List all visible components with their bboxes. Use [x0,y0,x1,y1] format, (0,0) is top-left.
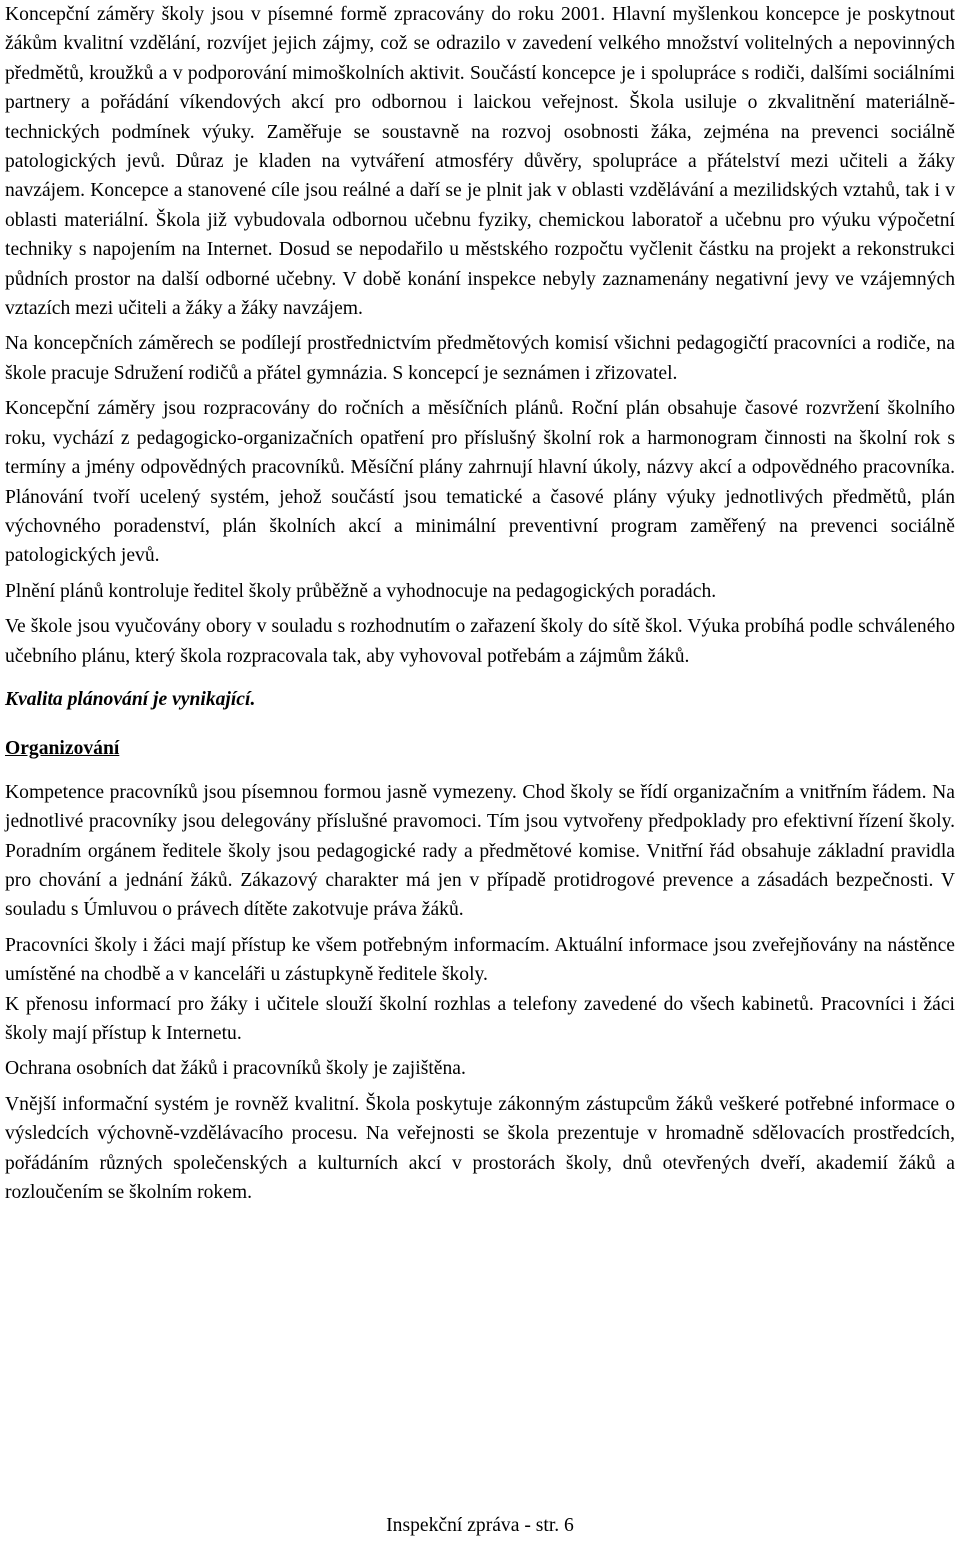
paragraph-kompetence: Kompetence pracovníků jsou písemnou formou jasně vymezeny. Chod školy se řídí organizačním a vnitřním řádem. Na jednotlivé pracovníky jsou delegovány příslušné pravomoci. Tím jsou vytvořeny předpoklady pro efektivní řízení školy. Poradním orgánem ředitele školy jsou pedagogické rady a předmětové komise. Vnitřní řád obsahuje základní pravidla pro chování a jednání žáků. Zákazový charakter má jen v případě protidrogové prevence a zásadách bezpečnosti. V souladu s Úmluvou o právech dítěte zakotvuje práva žáků. [5,781,955,921]
paragraph-vnejsi-informacni-system: Vnější informační systém je rovněž kvalitní. Škola poskytuje zákonným zástupcům žáků veškeré potřebné informace o výsledcích výchovně-vzdělávacího procesu. Na veřejnosti se škola prezentuje v hromadně sdělovacích prostředcích, pořádáním různých společenských a kulturních akcí v prostorách školy, dnů otevřených dveří, akademií žáků a rozloučením se školním rokem. [5,1093,955,1204]
paragraph-informace: Pracovníci školy i žáci mají přístup ke všem potřebným informacím. Aktuální informace jsou zveřejňovány na nástěnce umístěné na chodbě a v kanceláři u zástupkyně ředitele školy. [5,934,955,986]
paragraph-kontrola-planu: Plnění plánů kontroluje ředitel školy průběžně a vyhodnocuje na pedagogických poradách. [5,580,717,602]
paragraph-koncepce: Koncepční záměry školy jsou v písemné formě zpracovány do roku 2001. Hlavní myšlenkou koncepce je poskytnout žákům kvalitní vzdělání, rozvíjet jejich zájmy, což se odrazilo v zavedení velkého množství volitelných a nepovinných předmětů, kroužků a v podporování mimoškolních aktivit. Součástí koncepce je i spolupráce s rodiči, dalšími sociálními partnery a pořádání víkendových akcí pro odbornou i laickou veřejnost. Škola usiluje o zkvalitnění materiálně-technických podmínek výuky. Zaměřuje se soustavně na rozvoj osobnosti žáka, zejména na prevenci sociálně patologických jevů. Důraz je kladen na vytváření atmosféry důvěry, spolupráce a přátelství mezi učiteli a žáky navzájem. Koncepce a stanovené cíle jsou reálné a daří se je plnit jak v oblasti vzdělávání a mezilidských vztahů, tak i v oblasti materiální. Škola již vybudovala odbornou učebnu fyziky, chemickou laboratoř a učebnu pro výuku výpočetní techniky s napojením na Internet. Dosud se nepodařilo u městského rozpočtu vyčlenit částku na projekt a rekonstrukci půdních prostor na další odborné učebny. V době konání inspekce nebyly zaznamenány negativní jevy ve vzájemných vztazích mezi učiteli a žáky a žáky navzájem. [5,4,955,320]
section-heading-organizovani: Organizování [5,738,120,760]
paragraph-planovani: Koncepční záměry jsou rozpracovány do ročních a měsíčních plánů. Roční plán obsahuje časové rozvržení školního roku, vychází z pedagogicko-organizačních opatření pro příslušný školní rok a harmonogram činnosti na školní rok s termíny a jmény odpovědných pracovníků. Měsíční plány zahrnují hlavní úkoly, názvy akcí a odpovědného pracovníka. Plánování tvoří ucelený systém, jehož součástí jsou tematické a časové plány výuky jednotlivých předmětů, plán výchovného poradenství, plán školních akcí a minimální preventivní program zaměřený na prevenci sociálně patologických jevů. [5,398,955,567]
document-page [5,0,955,1207]
paragraph-ochrana-dat: Ochrana osobních dat žáků i pracovníků školy je zajištěna. [5,1058,466,1080]
verdict-planovani: Kvalita plánování je vynikající. [5,688,256,710]
paragraph-prenos-informaci: K přenosu informací pro žáky i učitele slouží školní rozhlas a telefony zavedené do všech kabinetů. Pracovníci i žáci školy mají přístup k Internetu. [5,993,955,1044]
paragraph-obory: Ve škole jsou vyučovány obory v souladu s rozhodnutím o zařazení školy do sítě škol. Výuka probíhá podle schváleného učebního plánu, který škola rozpracovala tak, aby vyhovoval potřebám a zájmům žáků. [5,616,955,667]
paragraph-koncepcni-zamery-podil: Na koncepčních záměrech se podílejí prostřednictvím předmětových komisí všichni pedagogičtí pracovníci a rodiče, na škole pracuje Sdružení rodičů a přátel gymnázia. S koncepcí je seznámen i zřizovatel. [5,333,955,384]
page-footer: Inspekční zpráva - str. 6 [386,1515,574,1536]
